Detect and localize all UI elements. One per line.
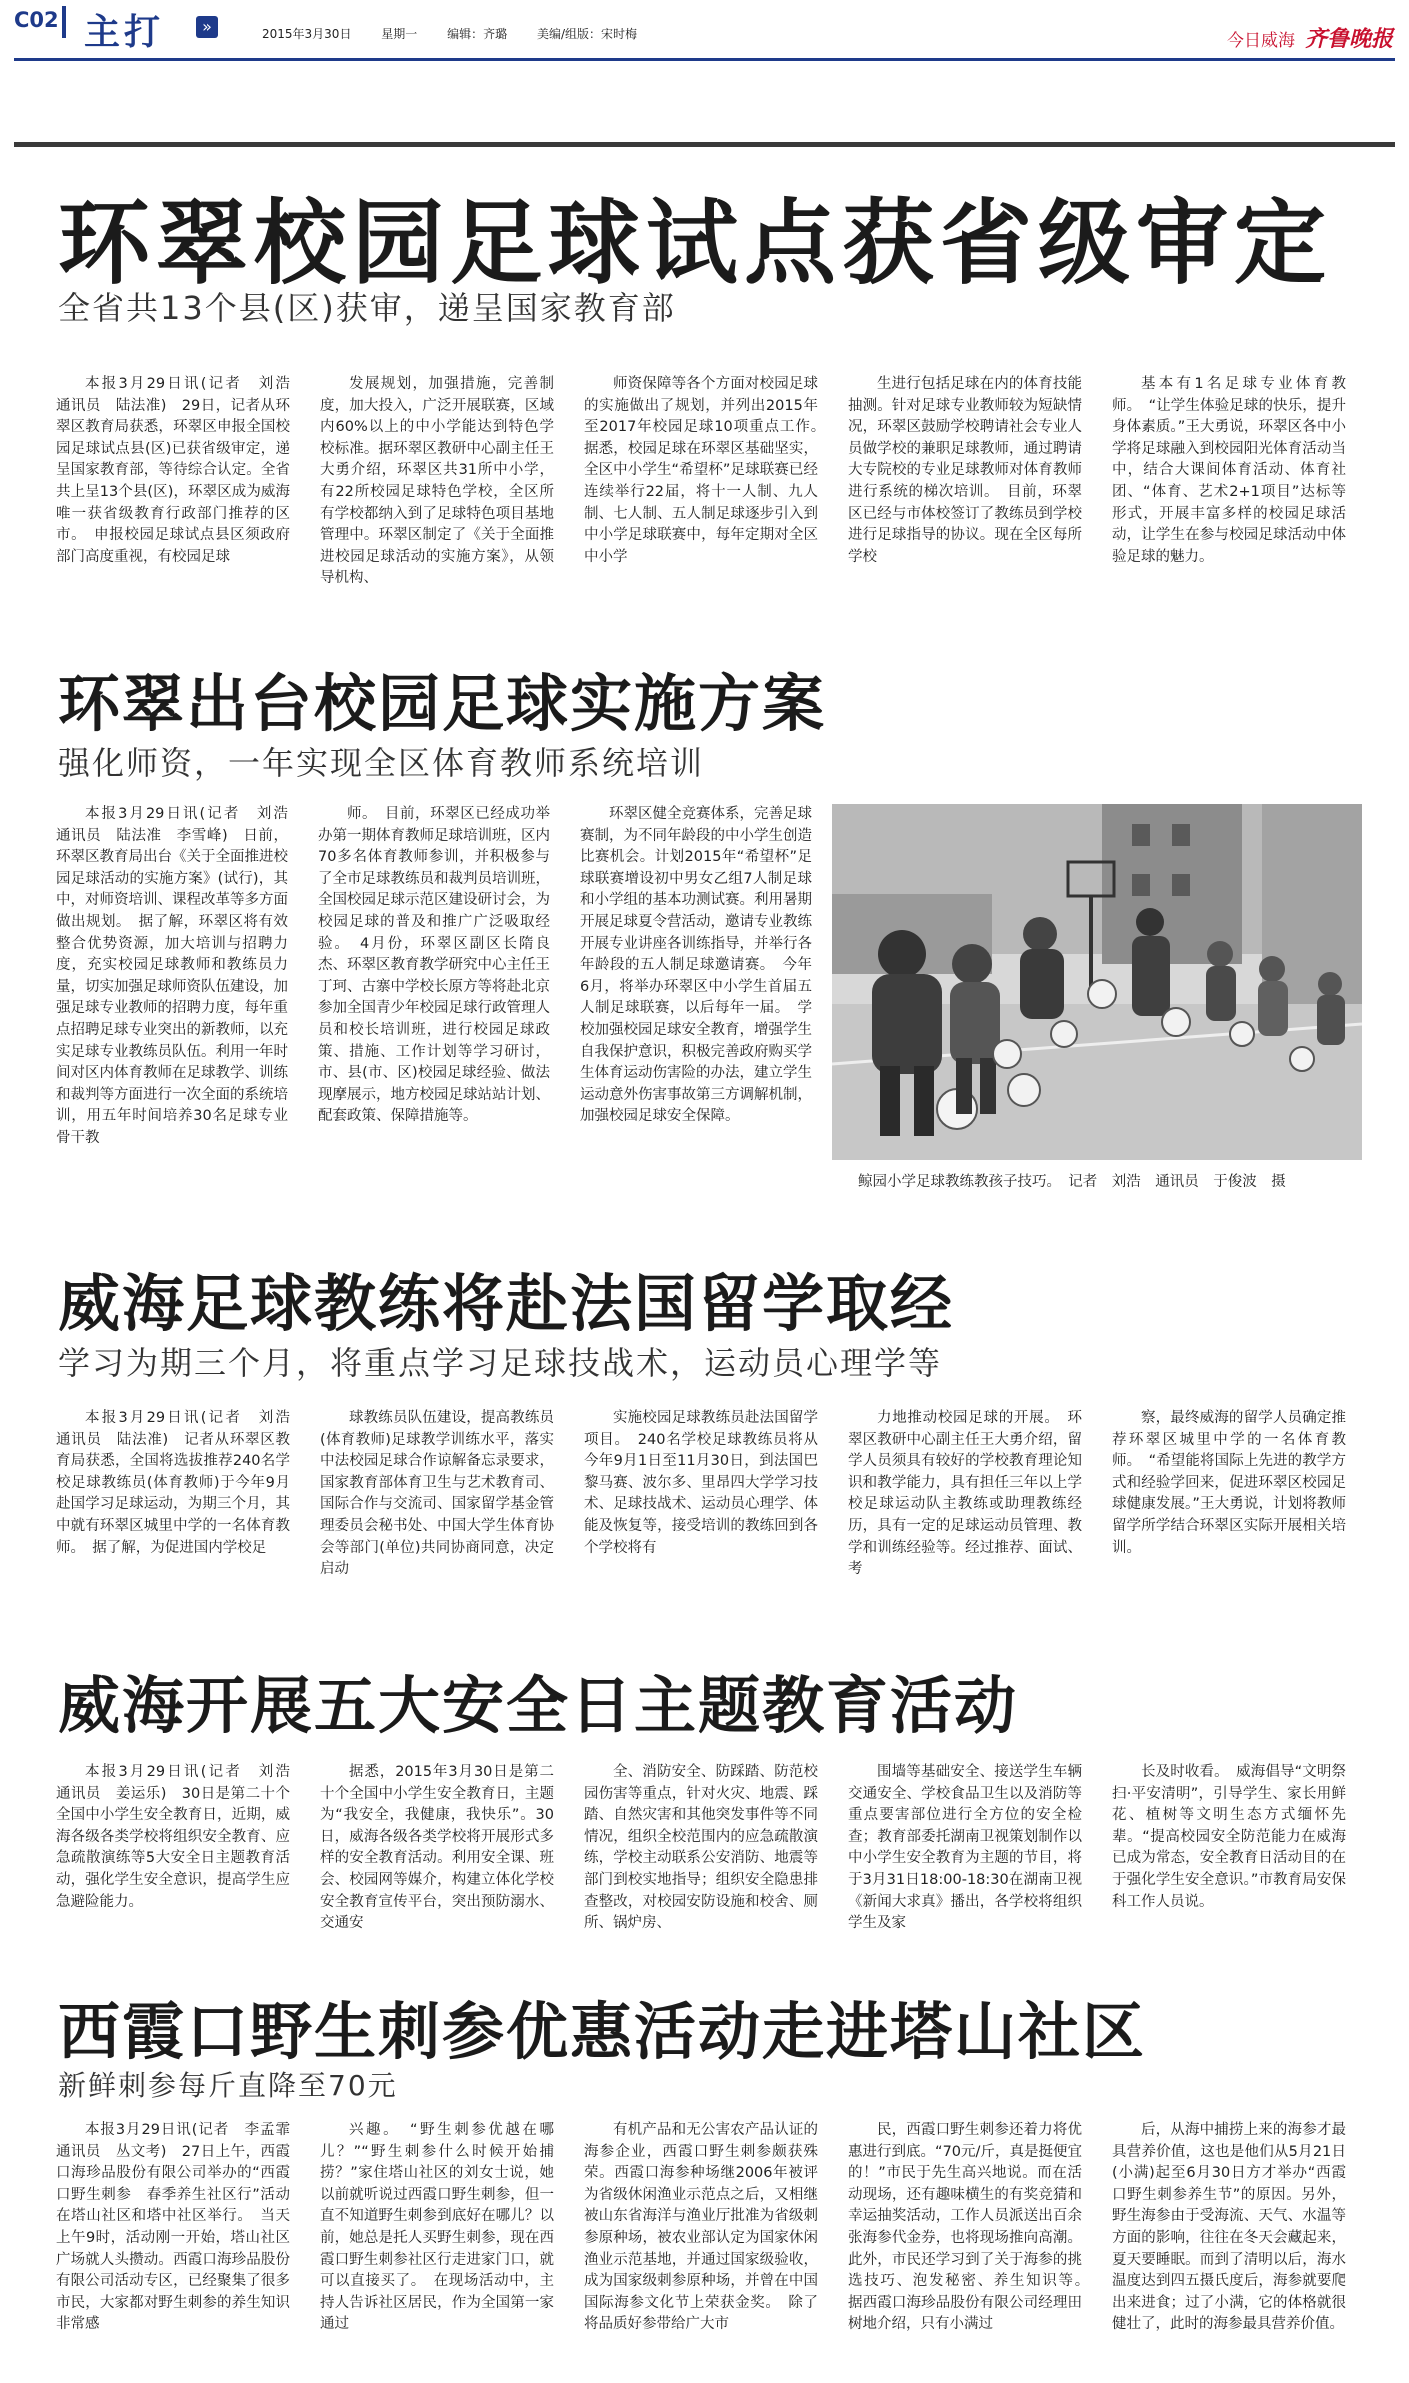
page-number: C02: [14, 8, 59, 32]
edition-brand: [1227, 22, 1393, 53]
article-1-body: [56, 374, 1346, 590]
article-1-column: 发展规划，加强措施，完善制度，加大投入，广泛开展联赛，区域内60%以上的中小学能达到特色学校标准。据环翠区教研中心副主任王大勇介绍，环翠区共31所中小学，有22所校园足球特色学校，全区所有学校都纳入到了足球特色项目基地管理中。环翠区制定了《关于全面推进校园足球活动的实施方案》，从领导机构、: [320, 376, 554, 587]
article-1-subhead: 全省共13个县(区)获审，递呈国家教育部: [58, 289, 676, 327]
article-1-column: 生进行包括足球在内的体育技能抽测。针对足球专业教师较为短缺情况，环翠区鼓励学校聘请社会专业人员做学校的兼职足球教师，通过聘请大专院校的专业足球教师对体育教师进行系统的梯次培训。 目前，环翠区已经与市体校签订了教练员到学校进行足球指导的协议。现在全区每所学校: [848, 376, 1082, 565]
article-2-subhead: 强化师资，一年实现全区体育教师系统培训: [58, 744, 705, 782]
article-5-headline: 西霞口野生刺参优惠活动走进塔山社区: [58, 1995, 1147, 2068]
football-training-photo: [832, 804, 1362, 1160]
article-1-headline: 环翠校园足球试点获省级审定: [58, 190, 1333, 297]
article-4-column: 据悉，2015年3月30日是第二十个全国中小学生安全教育日，主题为“我安全，我健康，我快乐”。30日，威海各级各类学校将开展形式多样的安全教育活动。利用安全课、班会、校园网等媒介，构建立体化学校安全教育宣传平台，突出预防溺水、交通安: [320, 1764, 554, 1932]
article-5-column: 后，从海中捕捞上来的海参才最具营养价值，这也是他们从5月21日(小满)起至6月30日方才举办“西霞口野生刺参养生节”的原因。另外，野生海参由于受海流、天气、水温等方面的影响，往往在冬天会藏起来，夏天要睡眠。而到了清明以后，海水温度达到四五摄氏度后，海参就要爬出来进食；过了小满，它的体格就很健壮了，此时的海参最具营养价值。: [1112, 2122, 1346, 2333]
photo-caption: 鲸园小学足球教练教孩子技巧。 记者 刘浩 通讯员 于俊波 摄: [858, 1174, 1286, 1190]
article-2-column: 环翠区健全竞赛体系，完善足球赛制，为不同年龄段的中小学生创造比赛机会。计划2015年“希望杯”足球联赛增设初中男女乙组7人制足球和小学组的基本功测试赛。利用暑期开展足球夏令营活动，邀请专业教练开展专业讲座各训练指导，并举行各年龄段的五人制足球邀请赛。 今年6月，将举办环翠区中小学生首届五人制足球联赛，以后每年一届。 学校加强校园足球安全教育，增强学生自我保护意识，积极完善政府购买学生体育运动伤害险的办法，建立学生运动意外伤害事故第三方调解机制，加强校园足球安全保障。: [580, 806, 812, 1125]
article-3-subhead: 学习为期三个月，将重点学习足球技战术，运动员心理学等: [58, 1344, 943, 1382]
issue-weekday: 星期一: [381, 27, 418, 41]
article-1-column: 本报3月29日讯(记者 刘浩 通讯员 陆法准) 29日，记者从环翠区教育局获悉，环翠区申报全国校园足球试点县(区)已获省级审定，递呈国家教育部，等待综合认定。全省共上呈13个县(区)，环翠区成为威海唯一获省级教育行政部门推荐的区市。 申报校园足球试点县区须政府部门高度重视，有校园足球: [56, 376, 305, 565]
article-4-headline: 威海开展五大安全日主题教育活动: [58, 1669, 1019, 1742]
article-5-column: 本报3月29日讯(记者 李孟霏 通讯员 丛文考) 27日上午，西霞口海珍品股份有限公司举办的“西霞口野生刺参 春季养生社区行”活动在塔山社区和塔中社区举行。 当天上午9时，活动刚一开始，塔山社区广场就人头攒动。西霞口海珍品股份有限公司活动专区，已经聚集了很多市民，大家都对野生刺参的养生知识非常感: [56, 2122, 305, 2333]
article-5-column: 兴趣。 “野生刺参优越在哪儿？”“野生刺参什么时候开始捕捞？”家住塔山社区的刘女士说，她以前就听说过西霞口野生刺参，但一直不知道野生刺参到底好在哪儿？以前，她总是托人买野生刺参，现在西霞口野生刺参社区行走进家门口，就可以直接买了。 在现场活动中，主持人告诉社区居民，作为全国第一家通过: [320, 2122, 554, 2333]
dateline: [262, 25, 663, 42]
double-chevron-right-icon: »: [196, 16, 218, 38]
article-4-column: 长及时收看。 威海倡导“文明祭扫·平安清明”，引导学生、家长用鲜花、植树等文明生态方式缅怀先辈。“提高校园安全防范能力在威海已成为常态，安全教育日活动目的在于强化学生安全意识。”市教育局安保科工作人员说。: [1112, 1764, 1346, 1910]
article-5-subhead: 新鲜刺参每斤直降至70元: [58, 2069, 398, 2102]
article-4-column: 全、消防安全、防踩踏、防范校园伤害等重点，针对火灾、地震、踩踏、自然灾害和其他突发事件等不同情况，组织全校范围内的应急疏散演练，学校主动联系公安消防、地震等部门到校实地指导；组织安全隐患排查整改，对校园安防设施和校舍、厕所、锅炉房、: [584, 1764, 818, 1932]
article-5-body: [56, 2120, 1346, 2336]
article-3-body: [56, 1408, 1346, 1581]
editor-credit: 编辑：齐璐: [447, 27, 508, 41]
article-4-body: [56, 1762, 1346, 1935]
header-rule: [14, 58, 1395, 61]
article-1-column: 师资保障等各个方面对校园足球的实施做出了规划，并列出2015年至2017年校园足球10项重点工作。 据悉，校园足球在环翠区基础坚实，全区中小学生“希望杯”足球联赛已经连续举行22届，将十一人制、九人制、七人制、五人制足球逐步引入到中小学足球联赛中，每年定期对全区中小学: [584, 376, 833, 565]
article-2-headline: 环翠出台校园足球实施方案: [58, 667, 827, 740]
edition-name: 今日威海: [1226, 31, 1295, 51]
designer-credit: 美编/组版：宋时梅: [536, 27, 638, 41]
article-3-column: 球教练员队伍建设，提高教练员(体育教师)足球教学训练水平，落实中法校园足球合作谅解备忘录要求，国家教育部体育卫生与艺术教育司、国际合作与交流司、国家留学基金管理委员会秘书处、中国大学生体育协会等部门(单位)共同协商同意，决定启动: [320, 1410, 554, 1578]
paper-logo: 齐鲁晚报: [1304, 26, 1393, 52]
issue-date: 2015年3月30日: [262, 27, 352, 41]
article-4-column: 围墙等基础安全、接送学生车辆交通安全、学校食品卫生以及消防等重点要害部位进行全方位的安全检查；教育部委托湖南卫视策划制作以中小学生安全教育为主题的节目，将于3月31日18:00-18:30在湖南卫视《新闻大求真》播出，各学校将组织学生及家: [848, 1764, 1082, 1932]
section-rule: [14, 142, 1395, 147]
article-3-column: 察，最终威海的留学人员确定推荐环翠区城里中学的一名体育教师。 “希望能将国际上先进的教学方式和经验学回来，促进环翠区校园足球健康发展。”王大勇说，计划将教师留学所学结合环翠区实际开展相关培训。: [1112, 1410, 1346, 1556]
section-title: 主打: [84, 12, 165, 53]
article-1-column: 基本有1名足球专业体育教师。 “让学生体验足球的快乐，提升身体素质。”王大勇说，环翠区各中小学将足球融入到校园阳光体育活动当中，结合大课间体育活动、体育社团、“体育、艺术2+1项目”达标等形式，开展丰富多样的校园足球活动，让学生在参与校园足球活动中体验足球的魅力。: [1112, 376, 1346, 565]
article-3-column: 本报3月29日讯(记者 刘浩 通讯员 陆法准) 记者从环翠区教育局获悉，全国将选拔推荐240名学校足球教练员(体育教师)于今年9月赴国学习足球运动，为期三个月，其中就有环翠区城里中学的一名体育教师。 据了解，为促进国内学校足: [56, 1410, 305, 1556]
article-2-column: 本报3月29日讯(记者 刘浩 通讯员 陆法准 李雪峰) 日前，环翠区教育局出台《关于全面推进校园足球活动的实施方案》(试行)，其中，对师资培训、课程改革等多方面做出规划。 据了解，环翠区将有效整合优势资源，加大培训与招聘力度，充实校园足球教师和教练员力量，切实加强足球师资队伍建设，加强足球专业教师的招聘力度，每年重点招聘足球专业突出的新教师，以充实足球专业教练员队伍。利用一年时间对区内体育教师在足球教学、训练和裁判等方面进行一次全面的系统培训，用五年时间培养30名足球专业骨干教: [56, 806, 303, 1146]
article-3-column: 实施校园足球教练员赴法国留学项目。 240名学校足球教练员将从今年9月1日至11月30日，到法国巴黎马赛、波尔多、里昂四大学学习技术、足球技战术、运动员心理学、体能及恢复等，接受培训的教练回到各个学校将有: [584, 1410, 818, 1556]
article-5-column: 有机产品和无公害农产品认证的海参企业，西霞口野生刺参颇获殊荣。西霞口海参种场继2006年被评为省级休闲渔业示范点之后，又相继被山东省海洋与渔业厅批准为省级刺参原种场，被农业部认定为国家休闲渔业示范基地，并通过国家级验收，成为国家级刺参原种场，并曾在中国国际海参文化节上荣获金奖。 除了将品质好参带给广大市: [584, 2122, 818, 2333]
article-3-column: 力地推动校园足球的开展。 环翠区教研中心副主任王大勇介绍，留学人员须具有较好的学校教育理论知识和教学能力，具有担任三年以上学校足球运动队主教练或助理教练经历，具有一定的足球运动员管理、教学和训练经验等。经过推荐、面试、考: [848, 1410, 1082, 1578]
article-2-column: 师。 目前，环翠区已经成功举办第一期体育教师足球培训班，区内70多名体育教师参训，并积极参与了全市足球教练员和裁判员培训班，全国校园足球示范区建设研讨会，为校园足球的普及和推广广泛吸取经验。 4月份，环翠区副区长隋良杰、环翠区教育教学研究中心主任王丁珂、古寨中学校长原方等将赴北京参加全国青少年校园足球行政管理人员和校长培训班，进行校园足球政策、措施、工作计划等学习研讨，市、县(市、区)校园足球经验、做法现摩展示，地方校园足球站站计划、配套政策、保障措施等。: [318, 806, 550, 1125]
article-2-body: [56, 804, 812, 1150]
page-number-divider: [62, 6, 66, 38]
article-3-headline: 威海足球教练将赴法国留学取经: [58, 1267, 955, 1340]
article-5-column: 民，西霞口野生刺参还着力将优惠进行到底。“70元/斤，真是挺便宜的！”市民于先生高兴地说。而在活动现场，还有趣味横生的有奖竞猜和幸运抽奖活动，工作人员派送出百余张海参代金券，也将现场推向高潮。此外，市民还学习到了关于海参的挑选技巧、泡发秘密、养生知识等。 据西霞口海珍品股份有限公司经理田树地介绍，只有小满过: [848, 2122, 1097, 2333]
article-4-column: 本报3月29日讯(记者 刘浩 通讯员 姜运乐) 30日是第二十个全国中小学生安全教育日，近期，威海各级各类学校将组织安全教育、应急疏散演练等5大安全日主题教育活动，强化学生安全意识，提高学生应急避险能力。: [56, 1764, 305, 1910]
